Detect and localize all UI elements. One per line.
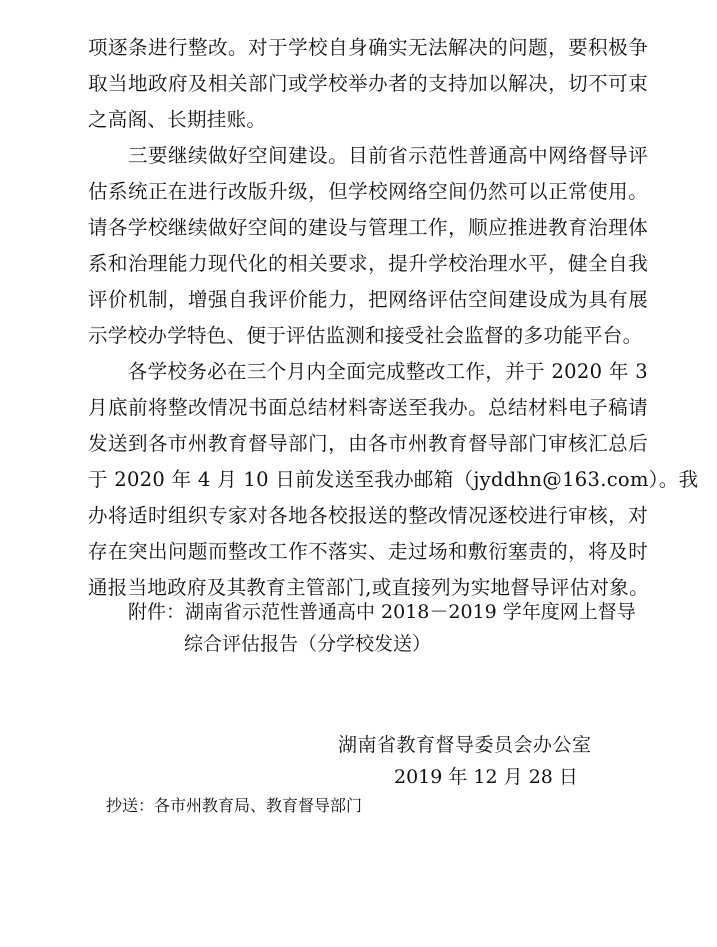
signature-date: 2019 年 12 月 28 日 [394,766,578,788]
body-line: 系和治理能力现代化的相关要求，提升学校治理水平，健全自我 [88,252,648,275]
attachment-line-1: 附件：湖南省示范性普通高中 2018－2019 学年度网上督导 [128,601,636,623]
signature-organization: 湖南省教育督导委员会办公室 [338,734,592,756]
body-line: 三要继续做好空间建设。目前省示范性普通高中网络督导评 [88,144,648,167]
body-line: 之高阁、长期挂账。 [88,108,267,131]
body-line: 请各学校继续做好空间的建设与管理工作，顺应推进教育治理体 [88,216,648,239]
body-line: 估系统正在进行改版升级，但学校网络空间仍然可以正常使用。 [88,180,648,203]
body-line: 通报当地政府及其教育主管部门,或直接列为实地督导评估对象。 [88,576,649,599]
body-line: 存在突出问题而整改工作不落实、走过场和敷衍塞责的，将及时 [88,540,648,563]
body-line: 于 2020 年 4 月 10 日前发送至我办邮箱（jyddhn@163.com）。我 [88,468,699,491]
body-line: 示学校办学特色、便于评估监测和接受社会监督的多功能平台。 [88,324,643,347]
body-line: 项逐条进行整改。对于学校自身确实无法解决的问题，要积极争 [88,36,648,59]
cc-line: 抄送：各市州教育局、教育督导部门 [106,796,363,815]
body-line: 各学校务必在三个月内全面完成整改工作，并于 2020 年 3 [88,360,648,383]
body-line: 月底前将整改情况书面总结材料寄送至我办。总结材料电子稿请 [88,396,648,419]
body-line: 取当地政府及相关部门或学校举办者的支持加以解决，切不可束 [88,72,648,95]
body-line: 发送到各市州教育督导部门，由各市州教育督导部门审核汇总后 [88,432,648,455]
attachment-line-2: 综合评估报告（分学校发送） [184,633,432,655]
body-line: 评价机制，增强自我评价能力，把网络评估空间建设成为具有展 [88,288,648,311]
body-line: 办将适时组织专家对各地各校报送的整改情况逐校进行审核，对 [88,504,648,527]
